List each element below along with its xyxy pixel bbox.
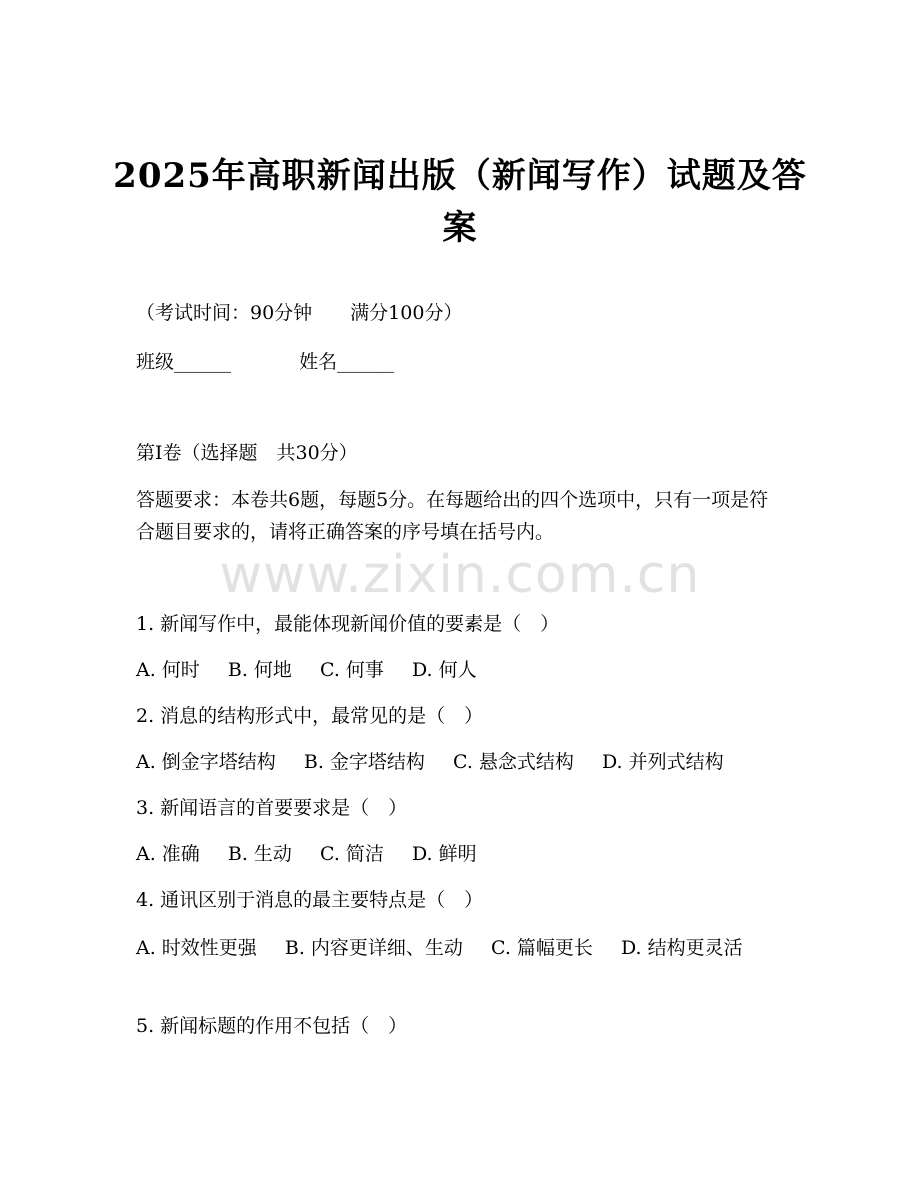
option-b: B. 内容更详细、生动 xyxy=(284,937,463,959)
question-4-options xyxy=(136,932,776,964)
question-3-stem: 3. 新闻语言的首要要求是（ ） xyxy=(136,797,408,819)
option-c: C. 简洁 xyxy=(319,843,384,865)
option-c: C. 悬念式结构 xyxy=(452,751,574,773)
option-c: C. 何事 xyxy=(319,659,384,681)
name-label: 姓名______ xyxy=(299,351,395,373)
option-b: B. 何地 xyxy=(227,659,292,681)
question-5-stem: 5. 新闻标题的作用不包括（ ） xyxy=(136,1015,408,1037)
option-b: B. 金字塔结构 xyxy=(303,751,425,773)
option-a: A. 倒金字塔结构 xyxy=(136,751,276,773)
class-label: 班级______ xyxy=(136,351,232,373)
question-1-options xyxy=(136,655,477,685)
option-d: D. 并列式结构 xyxy=(601,751,724,773)
section-heading: 第I卷（选择题 共30分） xyxy=(136,442,358,464)
option-d: D. 鲜明 xyxy=(411,843,477,865)
question-1-stem: 1. 新闻写作中，最能体现新闻价值的要素是（ ） xyxy=(136,613,560,635)
student-info xyxy=(136,347,394,377)
option-a: A. 准确 xyxy=(136,843,200,865)
question-2-options xyxy=(136,747,724,777)
option-a: A. 何时 xyxy=(136,659,200,681)
question-2-stem: 2. 消息的结构形式中，最常见的是（ ） xyxy=(136,705,484,727)
exam-info: （考试时间：90分钟 满分100分） xyxy=(136,302,463,324)
section-instructions: 答题要求：本卷共6题，每题5分。在每题给出的四个选项中，只有一项是符合题目要求的，请将正确答案的序号填在括号内。 xyxy=(136,489,769,543)
option-a: A. 时效性更强 xyxy=(136,937,257,959)
document-title: 2025年高职新闻出版（新闻写作）试题及答案 xyxy=(113,156,807,248)
watermark: www.zixin.com.cn xyxy=(219,545,701,605)
option-d: D. 结构更灵活 xyxy=(620,937,743,959)
option-b: B. 生动 xyxy=(227,843,292,865)
option-c: C. 篇幅更长 xyxy=(490,937,593,959)
question-4-stem: 4. 通讯区别于消息的最主要特点是（ ） xyxy=(136,889,484,911)
question-3-options xyxy=(136,839,477,869)
option-d: D. 何人 xyxy=(411,659,477,681)
